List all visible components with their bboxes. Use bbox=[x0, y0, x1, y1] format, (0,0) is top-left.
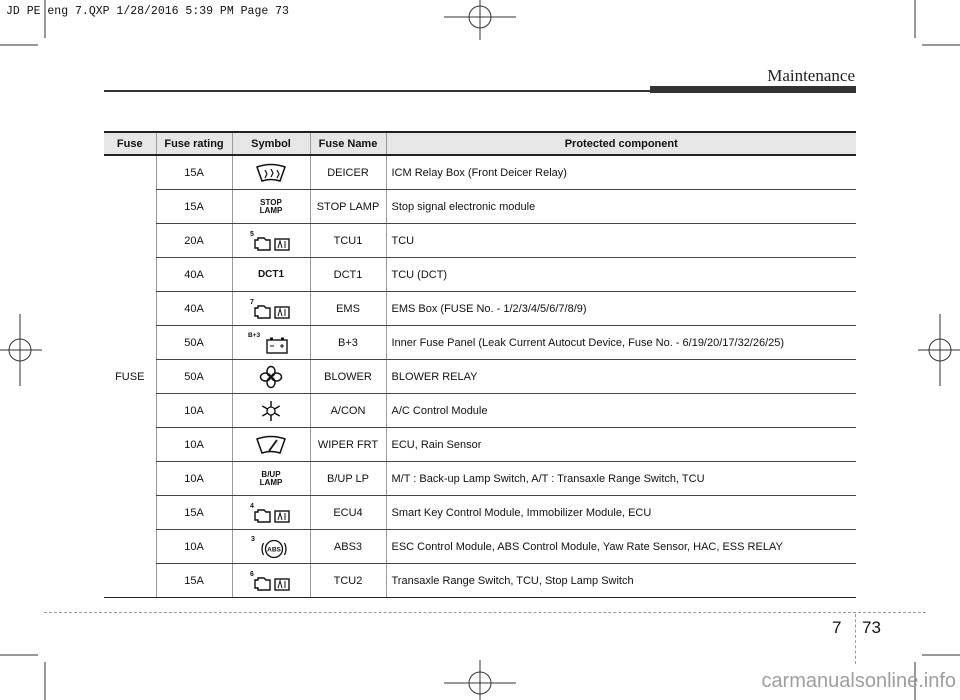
fuse-name: DCT1 bbox=[310, 258, 386, 292]
section-title: Maintenance bbox=[767, 66, 855, 85]
fuse-rating: 50A bbox=[156, 360, 232, 394]
table-row bbox=[104, 394, 856, 428]
table-row bbox=[104, 326, 856, 360]
stop-lamp-icon: STOP LAMP bbox=[259, 197, 283, 215]
fuse-symbol bbox=[232, 530, 310, 564]
fuse-name: STOP LAMP bbox=[310, 190, 386, 224]
table-row bbox=[104, 564, 856, 598]
fuse-rating: 15A bbox=[156, 190, 232, 224]
fuse-symbol bbox=[232, 155, 310, 190]
fuse-table bbox=[104, 131, 856, 598]
fuse-name: TCU2 bbox=[310, 564, 386, 598]
svg-text:6: 6 bbox=[250, 570, 254, 578]
engine-module-icon bbox=[249, 297, 293, 321]
fuse-name: A/CON bbox=[310, 394, 386, 428]
fuse-rating: 15A bbox=[156, 496, 232, 530]
protected-component: ECU, Rain Sensor bbox=[386, 428, 856, 462]
protected-component: Inner Fuse Panel (Leak Current Autocut Device, Fuse No. - 6/19/20/17/32/26/25) bbox=[386, 326, 856, 360]
fuse-name: BLOWER bbox=[310, 360, 386, 394]
table-row bbox=[104, 224, 856, 258]
fuse-name: B/UP LP bbox=[310, 462, 386, 496]
header-fuse-rating: Fuse rating bbox=[156, 132, 232, 155]
table-row bbox=[104, 530, 856, 564]
protected-component: A/C Control Module bbox=[386, 394, 856, 428]
dct1-icon: DCT1 bbox=[257, 269, 285, 280]
svg-text:7: 7 bbox=[250, 298, 254, 306]
table-row bbox=[104, 155, 856, 190]
fuse-symbol bbox=[232, 360, 310, 394]
header-protected-component: Protected component bbox=[386, 132, 856, 155]
protected-component: TCU (DCT) bbox=[386, 258, 856, 292]
fuse-rating: 10A bbox=[156, 462, 232, 496]
fuse-rating: 50A bbox=[156, 326, 232, 360]
svg-text:5: 5 bbox=[250, 230, 254, 238]
table-row bbox=[104, 258, 856, 292]
fuse-name: ABS3 bbox=[310, 530, 386, 564]
fuse-rating: 10A bbox=[156, 394, 232, 428]
protected-component: Smart Key Control Module, Immobilizer Module, ECU bbox=[386, 496, 856, 530]
table-row bbox=[104, 462, 856, 496]
fuse-rating: 10A bbox=[156, 530, 232, 564]
fuse-symbol bbox=[232, 224, 310, 258]
fuse-symbol bbox=[232, 564, 310, 598]
svg-text:B+3: B+3 bbox=[248, 331, 261, 339]
fuse-name: EMS bbox=[310, 292, 386, 326]
fuse-symbol bbox=[232, 326, 310, 360]
fuse-group-label: FUSE bbox=[104, 155, 156, 598]
fuse-name: ECU4 bbox=[310, 496, 386, 530]
fuse-symbol bbox=[232, 190, 310, 224]
header-fuse-name: Fuse Name bbox=[310, 132, 386, 155]
fuse-rating: 20A bbox=[156, 224, 232, 258]
fuse-name: TCU1 bbox=[310, 224, 386, 258]
header-fuse: Fuse bbox=[104, 132, 156, 155]
engine-module-icon bbox=[249, 501, 293, 525]
footer-rule bbox=[44, 612, 926, 613]
table-header-row bbox=[104, 132, 856, 155]
protected-component: Transaxle Range Switch, TCU, Stop Lamp Switch bbox=[386, 564, 856, 598]
abs-icon bbox=[249, 534, 293, 560]
fuse-rating: 15A bbox=[156, 155, 232, 190]
watermark: carmanualsonline.info bbox=[761, 670, 956, 692]
wiper-icon bbox=[255, 435, 287, 455]
fuse-symbol bbox=[232, 292, 310, 326]
table-row bbox=[104, 292, 856, 326]
battery-icon bbox=[247, 330, 295, 356]
fuse-symbol bbox=[232, 394, 310, 428]
deicer-icon bbox=[255, 163, 287, 183]
protected-component: M/T : Back-up Lamp Switch, A/T : Transaxle Range Switch, TCU bbox=[386, 462, 856, 496]
fuse-rating: 40A bbox=[156, 258, 232, 292]
svg-text:3: 3 bbox=[251, 535, 255, 543]
svg-text:4: 4 bbox=[250, 502, 254, 510]
fuse-rating: 15A bbox=[156, 564, 232, 598]
footer-divider bbox=[855, 614, 856, 664]
table-row bbox=[104, 190, 856, 224]
protected-component: TCU bbox=[386, 224, 856, 258]
protected-component: Stop signal electronic module bbox=[386, 190, 856, 224]
table-row bbox=[104, 496, 856, 530]
protected-component: ESC Control Module, ABS Control Module, Yaw Rate Sensor, HAC, ESS RELAY bbox=[386, 530, 856, 564]
page-number: 73 bbox=[862, 618, 881, 637]
header-rule bbox=[104, 90, 650, 92]
ac-snowflake-icon bbox=[260, 400, 282, 422]
header-symbol: Symbol bbox=[232, 132, 310, 155]
fuse-symbol bbox=[232, 258, 310, 292]
fuse-symbol bbox=[232, 496, 310, 530]
blower-fan-icon bbox=[259, 365, 283, 389]
chapter-number: 7 bbox=[832, 618, 842, 637]
table-row bbox=[104, 428, 856, 462]
protected-component: BLOWER RELAY bbox=[386, 360, 856, 394]
header-rule-accent bbox=[650, 86, 856, 93]
fuse-rating: 10A bbox=[156, 428, 232, 462]
engine-module-icon bbox=[249, 569, 293, 593]
fuse-name: B+3 bbox=[310, 326, 386, 360]
table-row bbox=[104, 360, 856, 394]
fuse-name: DEICER bbox=[310, 155, 386, 190]
print-header-stamp: JD PE eng 7.QXP 1/28/2016 5:39 PM Page 73 bbox=[6, 5, 289, 18]
fuse-symbol bbox=[232, 428, 310, 462]
protected-component: EMS Box (FUSE No. - 1/2/3/4/5/6/7/8/9) bbox=[386, 292, 856, 326]
svg-text:ABS: ABS bbox=[267, 546, 281, 553]
engine-module-icon bbox=[249, 229, 293, 253]
fuse-name: WIPER FRT bbox=[310, 428, 386, 462]
protected-component: ICM Relay Box (Front Deicer Relay) bbox=[386, 155, 856, 190]
fuse-rating: 40A bbox=[156, 292, 232, 326]
fuse-symbol bbox=[232, 462, 310, 496]
backup-lamp-icon: B/UP LAMP bbox=[259, 469, 283, 487]
